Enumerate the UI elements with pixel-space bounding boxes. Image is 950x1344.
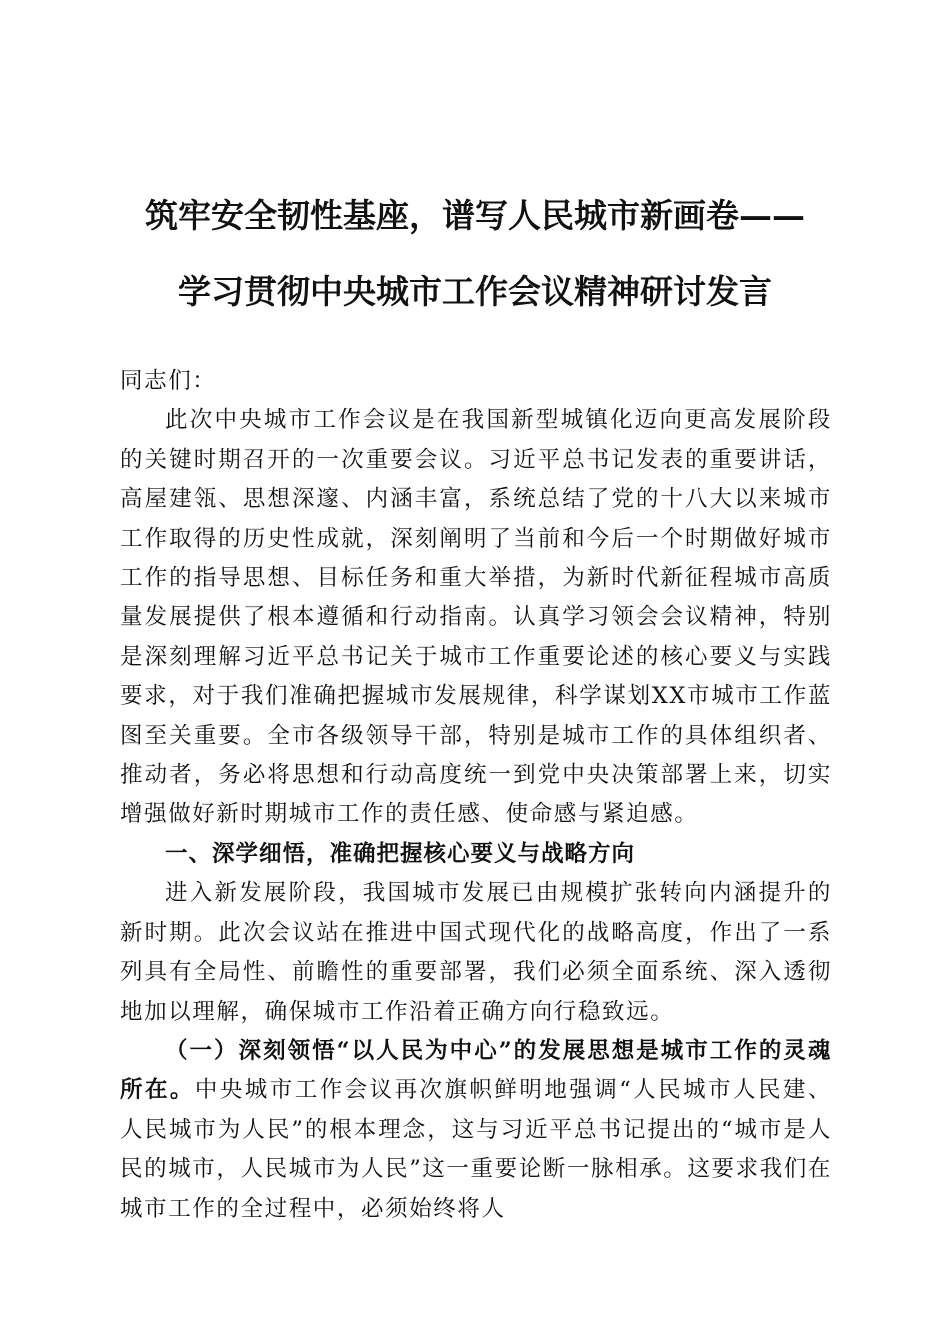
paragraph-section-1: 进入新发展阶段，我国城市发展已由规模扩张转向内涵提升的新时期。此次会议站在推进中国式现代化的战略高度，作出了一系列具有全局性、前瞻性的重要部署，我们必须全面系统、深入透彻地加以理解，确保城市工作沿着正确方向行稳致远。 xyxy=(120,880,832,1025)
paragraph-intro: 此次中央城市工作会议是在我国新型城镇化迈向更高发展阶段的关键时期召开的一次重要会议。习近平总书记发表的重要讲话，高屋建瓴、思想深邃、内涵丰富，系统总结了党的十八大以来城市工作取得的历史性成就，深刻阐明了当前和今后一个时期做好城市工作的指导思想、目标任务和重大举措，为新时代新征程城市高质量发展提供了根本遵循和行动指南。认真学习领会会议精神，特别是深刻理解习近平总书记关于城市工作重要论述的核心要义与实践要求，对于我们准确把握城市发展规律，科学谋划XX市城市工作蓝图至关重要。全市各级领导干部，特别是城市工作的具体组织者、推动者，务必将思想和行动高度统一到党中央决策部署上来，切实增强做好新时期城市工作的责任感、使命感与紧迫感。 xyxy=(120,407,832,828)
subsection-text-1: 中央城市工作会议再次旗帜鲜明地强调“人民城市人民建、人民城市为人民”的根本理念，这与习近平总书记提出的“城市是人民的城市，人民城市为人民”这一重要论断一脉相承。这要求我们在城市工作的全过程中，必须始终将人 xyxy=(120,1077,833,1222)
section-heading-1: 一、深学细悟，准确把握核心要义与战略方向 xyxy=(165,840,636,867)
paragraph-subsection-1 xyxy=(120,1032,832,1229)
salutation: 同志们： xyxy=(120,368,217,394)
document-title-line-2: 学习贯彻中央城市工作会议精神研讨发言 xyxy=(178,272,772,311)
subsection-heading-1: （一）深刻领悟“以人民为中心”的发展思想是城市工作的灵魂所在。 xyxy=(120,1037,832,1104)
document-body xyxy=(120,362,832,1229)
document-title-line-1: 筑牢安全韧性基座，谱写人民城市新画卷—— xyxy=(145,196,805,235)
